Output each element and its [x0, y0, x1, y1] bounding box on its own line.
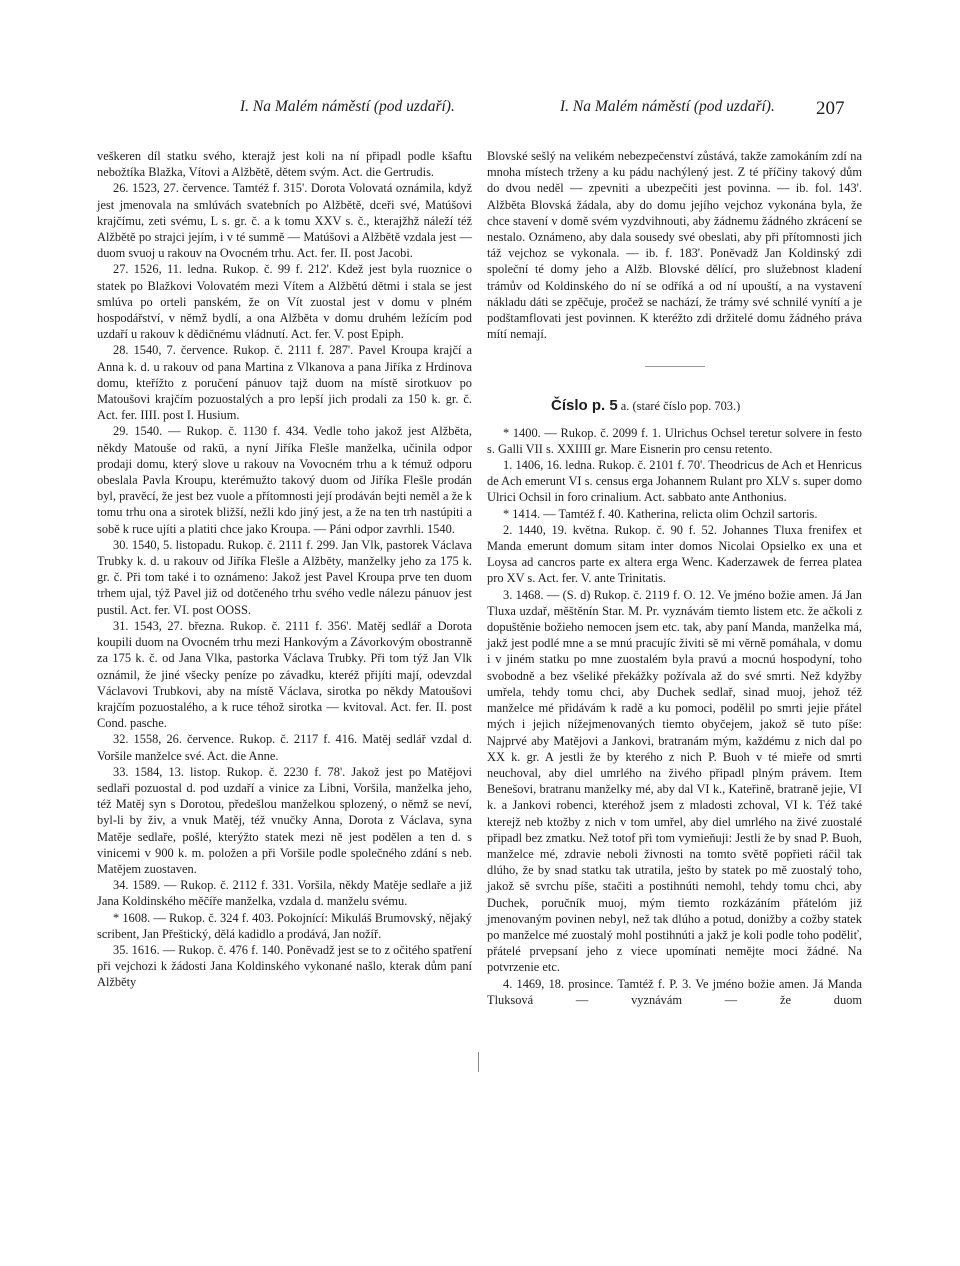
entry-paragraph: 27. 1526, 11. ledna. Rukop. č. 99 f. 212'. Kdež jest byla ruoznice o statek po Blažkovi Volovatém mezi Vítem a Alžbětú dětmi i stala se jest smlúva po orteli panském, že on Vít zuostal jest v domu v plném hospodářství, v němž bydlí, a ona Alžběta v domu druhém ležícím pod uzdaří u rakouv k dědičnému vládnutí. Act. fer. V. post Epiph.: [97, 262, 472, 342]
section-suffix: a.: [620, 399, 630, 414]
entry-paragraph: * 1414. — Tamtéž f. 40. Katherina, relicta olim Ochzil sartoris.: [503, 506, 818, 521]
column-divider: [478, 1052, 479, 1072]
entry-paragraph: 1. 1406, 16. ledna. Rukop. č. 2101 f. 70'. Theodricus de Ach et Henricus de Ach emerunt VI s. census erga Johannem Rulant pro XLV s. super domo Ulrici Ochsil in foro crinalium. Act. sabbato ante Anthonius.: [487, 458, 862, 505]
page-number: 207: [816, 98, 845, 119]
entry-paragraph: 4. 1469, 18. prosince. Tamtéž f. P. 3. Ve jméno božie amen. Já Manda Tluksová — vyznávám — že duom: [487, 976, 862, 1007]
entry-paragraph: 32. 1558, 26. července. Rukop. č. 2117 f. 416. Matěj sedlář vzdal d. Voršile manželce své. Act. die Anne.: [97, 732, 472, 763]
section-note: (staré číslo pop. 703.): [632, 399, 741, 414]
entry-paragraph: 26. 1523, 27. července. Tamtéž f. 315'. Dorota Volovatá oznámila, když jest jmenovala na smlúvách svatebních po Alžbětě, dceři své, Matúšovi krajčímu, zeti svému, L s. gr. č. a k tomu XXV s. č., kterajžhž náleží též Alžbětě po strajci jejím, i v té summě — Matúšovi a Alžbětě vzdala jest — duom svuoj u rakouv na Ovocném trhu. Act. fer. II. post Jacobi.: [97, 181, 472, 261]
section-heading: [551, 398, 862, 414]
entry-paragraph: Blovské sešlý na velikém nebezpečenství zůstává, takže zamokáním zdí na mnoha místech trženy a ku pádu nachýlený jest. Z té příčiny takový dům do dvou neděl — zpevniti a ubezpečiti jest povinna. — ib. fol. 143'. Alžběta Blovská žádala, aby do domu jejího vejchoz vykonána byla, že chce stavení v domě svém vyzdvihnouti, aby žádnemu žádného zkrácení se nestalo. Oznámeno, aby dala sousedy své obeslati, aby při přítomnosti jich táž vejchoz se vykonala. — ib. f. 183'. Poněvadž Jan Koldinský zdi společní té domy jeho a Alžb. Blovské dělící, pro služebnost kladení trámův od Koldinského do ní se odříká a od ní upouští, a na vystavení nákladu dáti se zpěčuje, pročež se nachází, že trámy své schnilé vynítí a je podštamflovati jest povinnen. K kteréžto zdi držitelé domu žádného práva mítí nemají.: [487, 149, 862, 342]
entry-paragraph: 35. 1616. — Rukop. č. 476 f. 140. Poněvadž jest se to z očitého spatření při vejchozi k žádosti Jana Koldinského vykonané našlo, kterak dům paní Alžběty: [97, 942, 472, 990]
section-title: Číslo p. 5: [551, 397, 618, 415]
entry-paragraph: 3. 1468. — (S. d) Rukop. č. 2119 f. O. 12. Ve jméno božie amen. Já Jan Tluxa uzdař, měštěnín Star. M. Pr. vyznávám tiemto listem etc. že ačkoli z dopuštěnie božieho nemocen jsem etc. tak, aby paní Manda, manželka má, jakž jest podlé mne a se mnú pracujíc živiti sě mi věrně pomáhala, v domu i v jiném statku po mne zuostalém byla pravú a mocnú hospodyní, toho svobodně a bez všeliké překážky požívala až do své smrti. Než kdyžby umřela, tehdy tomu chci, aby Duchek sedlař, sinad muoj, jehož též manželce mé přidávám k radě a ku pomoci, podělil po smrti jejie přátel mých i jejich nížejmenovaných tiemto obyčejem, jakož sě tuto píše: Najprvé aby Matějovi a Jankovi, bratranám mým, každému z nich dal po XX k. gr. A jestli že by kterého z nich P. Buoh v té mieře od smrti neuchoval, aby diel umrlého na živého připadl plným právem. Item Benešovi, bratranu manželky mé, aby dal VI k., Kateřině, bratraně jejie, VI k. a Jankovi robenci, kteréhož jsem z mladosti zchoval, VI k. Též také kterejž neb ktožby z nich v tom umřel, aby diel umrlého na živé zuostalé připadl bez zmatku. Než totof při tom vymieňuji: Jestli že by snad P. Buoh, manželce mé, zdravie neboli živnosti na tomto světě popřieti ráčil tak dlúho, že by snad statku tak utratila, ješto by statek po mě zuostalý toho, jakož sě svrchu píše, stačiti a postihnúti nemohl, tehdy tomu chci, aby Duchek, poručník muoj, mým tiemto rozkázáním přátelóm již jmenovaným povinen nebyl, než tak dlúho a potud, donižby a cožby statek po manželce mé zuostalý mohl postihnúti a jakž je koli podle toho poděliť, přátelé prvepsaní jeho z viece upomínati nemějte moci žádné. Na potvrzenie etc.: [487, 587, 862, 975]
entry-paragraph: 31. 1543, 27. března. Rukop. č. 2111 f. 356'. Matěj sedlář a Dorota koupili duom na Ovocném trhu mezi Hankovým a Závorkovým obostranně za 175 k. č. od Jana Vlka, pastorka Václava Trubky. Při tom týž Jan Vlk oznámil, že jiné všecky peníze po závadku, kteréž přijíti mají, odevzdal Václavovi Trubkovi, aby na místě Václava, sirotka po někdy Matoušovi krajčím pozuostalého, a k ruce téhož sirotka — kvitoval. Act. fer. II. post Cond. pasche.: [97, 618, 472, 731]
entry-paragraph: 33. 1584, 13. listop. Rukop. č. 2230 f. 78'. Jakož jest po Matějovi sedlaři pozuostal d. pod uzdaří a vinice za Libni, Voršila, manželka jeho, též Matěj syn s Dorotou, předešlou manželkou splozený, o němž se neví, byl-li by živ, a vnuk Matěj, též vnučky Anna, Dorota z Václava, syna Matěje sedlaře, pošlé, kterýžto statek mezi ně jest podělen a ten d. s vinicemi v 900 k. m. položen a při Voršile podle společného zdání s neb. Matějem zuostaven.: [97, 764, 472, 876]
entry-paragraph: 29. 1540. — Rukop. č. 1130 f. 434. Vedle toho jakož jest Alžběta, někdy Matouše od rakū, a nyní Jiříka Flešle manželka, učinila odpor prodaji domu, který slove u rakouv na Vovocném trhu a k témuž odporu obeslala Pavla Kroupu, kterémužto takový duom od Jiříka Flešle prodán byl, pravěcí, že jest bez vuole a přítomnosti její prodáván bejti neměl a že k tomu trhu ona a sirotek bližší, nežli kdo jiný jest, a že na ten trh nastúpiti a sobě k ruce ujíti a platiti chce jako Kroupa. — Páni odpor zavrhli. 1540.: [97, 424, 472, 536]
running-head-left: I. Na Malém náměstí (pod uzdaří).: [240, 98, 455, 115]
running-head-right: I. Na Malém náměstí (pod uzdaří).: [560, 98, 775, 115]
entry-paragraph: 34. 1589. — Rukop. č. 2112 f. 331. Voršila, někdy Matěje sedlaře a již Jana Koldinského měčíře manželka, vzdala d. manželu svému.: [97, 878, 472, 909]
right-column: [487, 148, 862, 1008]
entry-paragraph: 2. 1440, 19. května. Rukop. č. 90 f. 52. Johannes Tluxa frenifex et Manda emerunt domum sitam inter domos Nicolai Opsielko ex una et Loysa ad cancros parte ex altera erga Wenc. Kaderzawek de ferrea platea pro XV s. Act. fer. V. ante Trinitatis.: [487, 522, 862, 586]
entry-paragraph: 28. 1540, 7. července. Rukop. č. 2111 f. 287'. Pavel Kroupa krajčí a Anna k. d. u rakouv od pana Martina z Vlkanova a pana Jiříka z Hrdinova domu, kteřížto z poručení pánuov tajž duom na místě sirotkuov po Matoušovi krajčím pozuostalých a pro lepší jich prodali za 150 k. gr. č. Act. fer. IIII. post I. Husium.: [97, 343, 472, 423]
entry-paragraph: * 1608. — Rukop. č. 324 f. 403. Pokojnící: Mikuláš Brumovský, nějaký scribent, Jan Přeštický, dělá kadidlo a prodává, Jan nožíř.: [97, 910, 472, 941]
left-column: [97, 148, 472, 991]
section-divider: [645, 366, 705, 368]
entry-paragraph: * 1400. — Rukop. č. 2099 f. 1. Ulrichus Ochsel teretur solvere in festo s. Galli VII s. XXIIII gr. Mare Eisnerin pro censu retento.: [487, 425, 862, 456]
entry-paragraph: 30. 1540, 5. listopadu. Rukop. č. 2111 f. 299. Jan Vlk, pastorek Václava Trubky k. d. u rakouv od Jiříka Flešle a Alžběty, manželky jeho za 175 k. gr. č. Při tom také i to oznámeno: Jakož jest Pavel Kroupa prve ten duom trhem ujal, týž Pavel již od dotčeného trhu svého vedle nálezu pánuov jest pustil. Act. fer. VI. post OOSS.: [97, 537, 472, 617]
entry-paragraph: veškeren díl statku svého, kterajž jest koli na ní připadl podle kšaftu nebožtíka Blažka, Vítovi a Alžbětě, dětem svým. Act. die Gertrudis.: [97, 149, 472, 180]
